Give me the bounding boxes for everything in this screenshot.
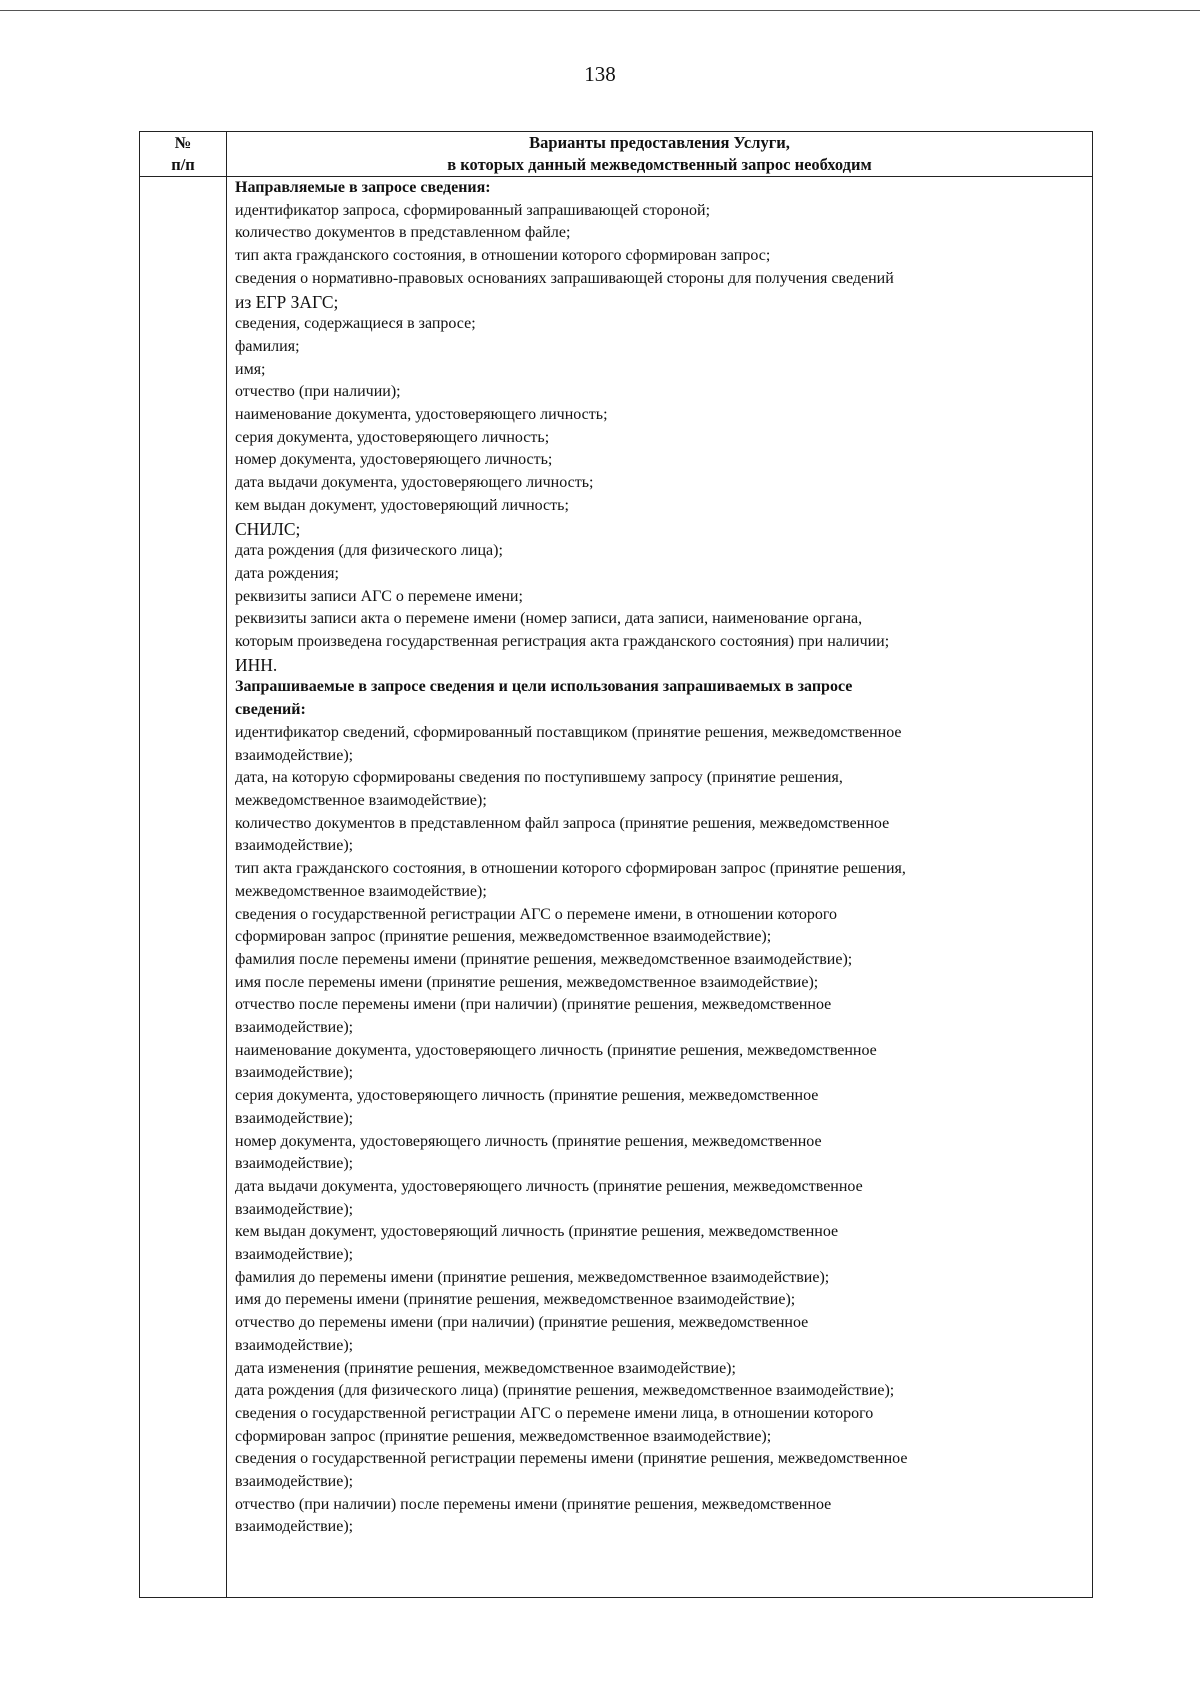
content-line: взаимодействие); — [235, 1200, 354, 1218]
content-line: серия документа, удостоверяющего личность; — [235, 428, 550, 446]
page-number: 138 — [584, 62, 616, 86]
content-line: серия документа, удостоверяющего личность (принятие решения, межведомственное — [235, 1087, 819, 1105]
content-line: кем выдан документ, удостоверяющий личность; — [235, 496, 569, 514]
content-line: дата рождения; — [235, 564, 339, 582]
content-line: отчество до перемены имени (при наличии) (принятие решения, межведомственное — [235, 1314, 809, 1332]
content-line: взаимодействие); — [235, 1064, 354, 1082]
row-content-cell — [227, 177, 1093, 1598]
content-line: кем выдан документ, удостоверяющий личность (принятие решения, межведомственное — [235, 1223, 839, 1241]
content-line: взаимодействие); — [235, 1109, 354, 1127]
content-line: номер документа, удостоверяющего личность (принятие решения, межведомственное — [235, 1132, 822, 1150]
content-line: межведомственное взаимодействие); — [235, 882, 487, 900]
content-line: идентификатор запроса, сформированный запрашивающей стороной; — [235, 201, 711, 219]
content-line: которым произведена государственная регистрация акта гражданского состояния) при наличии; — [235, 633, 890, 651]
scan-border-line — [0, 10, 1200, 11]
content-lines — [227, 177, 1092, 1539]
content-line: сведения о государственной регистрации перемены имени (принятие решения, межведомственное — [235, 1450, 908, 1468]
content-line: номер документа, удостоверяющего личность; — [235, 451, 553, 469]
content-line: фамилия после перемены имени (принятие решения, межведомственное взаимодействие); — [235, 950, 853, 968]
content-line: взаимодействие); — [235, 1473, 354, 1491]
content-line: дата изменения (принятие решения, межведомственное взаимодействие); — [235, 1359, 736, 1377]
content-line: количество документов в представленном файле; — [235, 224, 571, 242]
content-line: наименование документа, удостоверяющего личность; — [235, 406, 608, 424]
header-number-sublabel: п/п — [171, 155, 195, 174]
content-line: фамилия; — [235, 337, 300, 355]
content-line: имя; — [235, 360, 266, 378]
content-line: сведения, содержащиеся в запросе; — [235, 315, 476, 333]
header-variants-line-1: Варианты предоставления Услуги, — [529, 133, 790, 152]
content-line: дата рождения (для физического лица); — [235, 542, 503, 560]
content-line: количество документов в представленном файл запроса (принятие решения, межведомственное — [235, 814, 890, 832]
content-line: взаимодействие); — [235, 1336, 354, 1354]
content-line: сведения о государственной регистрации АГС о перемене имени лица, в отношении которого — [235, 1404, 874, 1422]
content-line: имя до перемены имени (принятие решения, межведомственное взаимодействие); — [235, 1291, 796, 1309]
content-line: дата, на которую сформированы сведения по поступившему запросу (принятие решения, — [235, 769, 843, 787]
content-line: из ЕГР ЗАГС; — [235, 291, 339, 312]
requirements-table — [139, 131, 1093, 1598]
content-line: отчество после перемены имени (при наличии) (принятие решения, межведомственное — [235, 996, 832, 1014]
content-line: отчество (при наличии) после перемены имени (принятие решения, межведомственное — [235, 1495, 832, 1513]
content-line: СНИЛС; — [235, 518, 301, 539]
content-line: взаимодействие); — [235, 746, 354, 764]
content-line: сформирован запрос (принятие решения, межведомственное взаимодействие); — [235, 1427, 772, 1445]
content-line: дата выдачи документа, удостоверяющего личность; — [235, 474, 594, 492]
content-line: дата рождения (для физического лица) (принятие решения, межведомственное взаимодействие); — [235, 1382, 895, 1400]
content-line: идентификатор сведений, сформированный поставщиком (принятие решения, межведомственное — [235, 723, 902, 741]
content-line: отчество (при наличии); — [235, 383, 401, 401]
table-header-row — [140, 132, 1093, 177]
content-line: наименование документа, удостоверяющего личность (принятие решения, межведомственное — [235, 1041, 877, 1059]
content-line: взаимодействие); — [235, 1155, 354, 1173]
section-heading-line: Направляемые в запросе сведения: — [235, 179, 491, 196]
content-line: ИНН. — [235, 654, 278, 675]
content-line: взаимодействие); — [235, 1019, 354, 1037]
content-line: реквизиты записи АГС о перемене имени; — [235, 587, 523, 605]
content-line: взаимодействие); — [235, 837, 354, 855]
content-line: тип акта гражданского состояния, в отношении которого сформирован запрос; — [235, 247, 771, 265]
content-line: сведения о нормативно-правовых основаниях запрашивающей стороны для получения сведений — [235, 269, 894, 287]
header-number-column — [140, 132, 227, 177]
content-line: дата выдачи документа, удостоверяющего личность (принятие решения, межведомственное — [235, 1177, 863, 1195]
header-variants-column — [227, 132, 1093, 177]
content-line: сформирован запрос (принятие решения, межведомственное взаимодействие); — [235, 928, 772, 946]
header-number-label: № — [174, 133, 192, 152]
content-line: сведения о государственной регистрации АГС о перемене имени, в отношении которого — [235, 905, 838, 923]
header-variants-line-2: в которых данный межведомственный запрос необходим — [447, 155, 872, 174]
content-line: межведомственное взаимодействие); — [235, 791, 487, 809]
content-line: тип акта гражданского состояния, в отношении которого сформирован запрос (принятие решения, — [235, 860, 906, 878]
section-heading-line: сведений: — [235, 701, 306, 719]
content-line: взаимодействие); — [235, 1246, 354, 1264]
table-row — [140, 177, 1093, 1598]
row-number-cell — [140, 177, 227, 1598]
content-line: взаимодействие); — [235, 1518, 354, 1536]
content-line: реквизиты записи акта о перемене имени (номер записи, дата записи, наименование органа, — [235, 610, 863, 628]
content-line: фамилия до перемены имени (принятие решения, межведомственное взаимодействие); — [235, 1268, 830, 1286]
section-heading-line: Запрашиваемые в запросе сведения и цели использования запрашиваемых в запросе — [235, 678, 853, 696]
content-line: имя после перемены имени (принятие решения, межведомственное взаимодействие); — [235, 973, 819, 991]
